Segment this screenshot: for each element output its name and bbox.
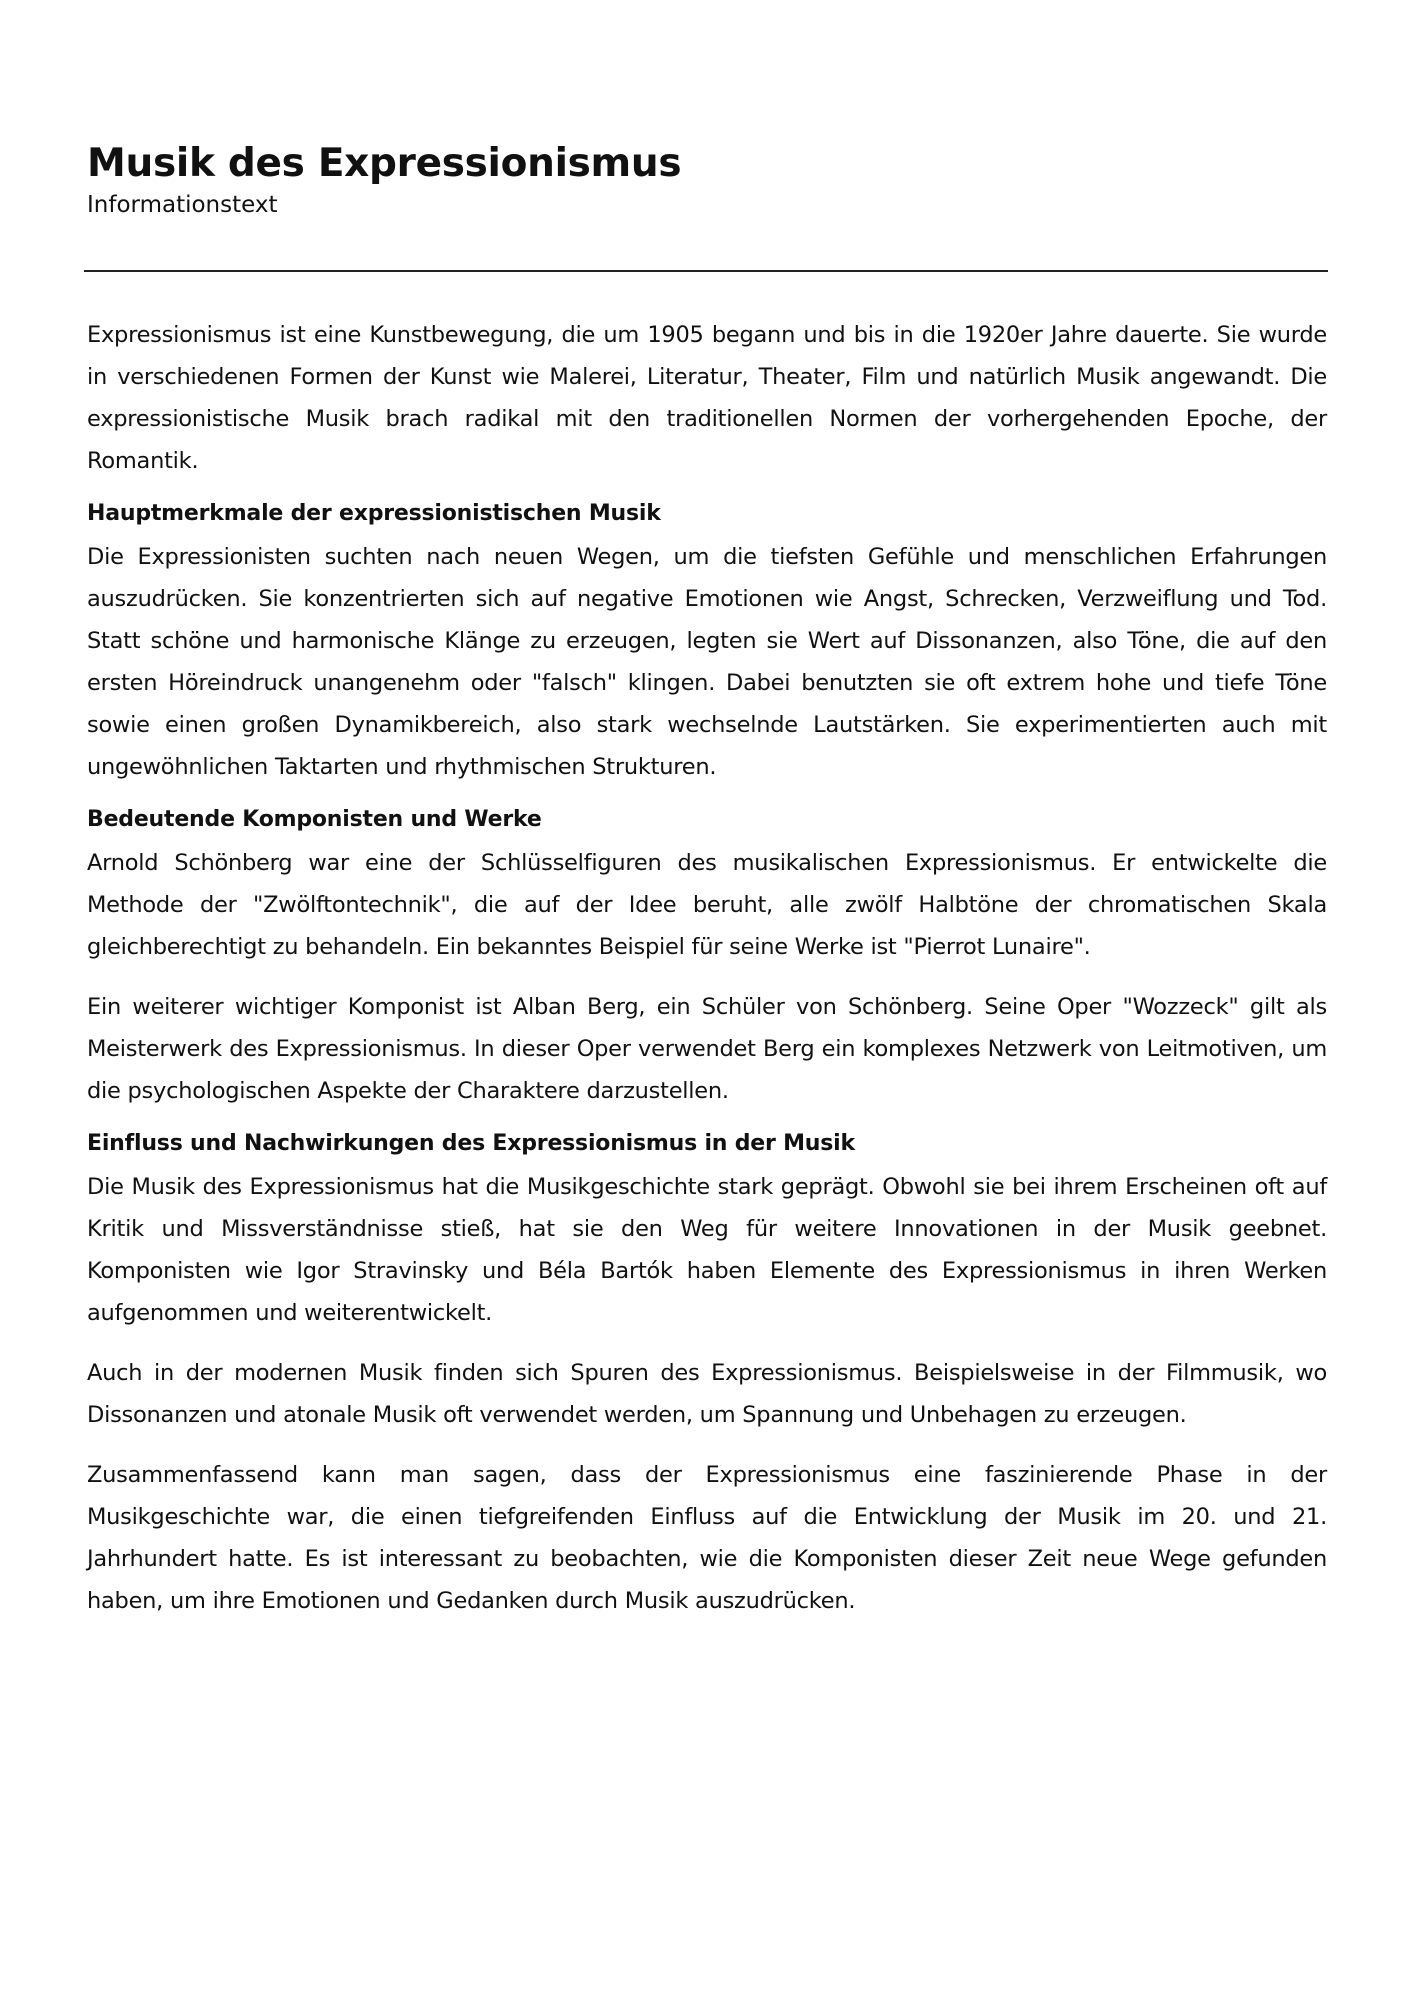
intro-paragraph: Expressionismus ist eine Kunstbewegung, die um 1905 begann und bis in die 1920er Jahre dauerte. Sie wurde in verschiedenen Formen der Kunst wie Malerei, Literatur, Theater, Film und natürlich Musik angewandt. Die expressionistische Musik brach radikal mit den traditionellen Normen der vorhergehenden Epoche, der Romantik.	[87, 322, 1327, 474]
section-paragraph: Ein weiterer wichtiger Komponist ist Alban Berg, ein Schüler von Schönberg. Seine Oper "Wozzeck" gilt als Meisterwerk des Expressionismus. In dieser Oper verwendet Berg ein komplexes Netzwerk von Leitmotiven, um die psychologischen Aspekte der Charaktere darzustellen.	[87, 994, 1327, 1104]
section-paragraph: Arnold Schönberg war eine der Schlüsselfiguren des musikalischen Expressionismus. Er entwickelte die Methode der "Zwölftontechnik", die auf der Idee beruht, alle zwölf Halbtöne der chromatischen Skala gleichberechtigt zu behandeln. Ein bekanntes Beispiel für seine Werke ist "Pierrot Lunaire".	[87, 850, 1327, 960]
section-paragraph: Zusammenfassend kann man sagen, dass der Expressionismus eine faszinierende Phase in der Musikgeschichte war, die einen tiefgreifenden Einfluss auf die Entwicklung der Musik im 20. und 21. Jahrhundert hatte. Es ist interessant zu beobachten, wie die Komponisten dieser Zeit neue Wege gefunden haben, um ihre Emotionen und Gedanken durch Musik auszudrücken.	[87, 1462, 1327, 1614]
section-paragraph: Auch in der modernen Musik finden sich Spuren des Expressionismus. Beispielsweise in der Filmmusik, wo Dissonanzen und atonale Musik oft verwendet werden, um Spannung und Unbehagen zu erzeugen.	[87, 1360, 1327, 1428]
section-paragraph: Die Musik des Expressionismus hat die Musikgeschichte stark geprägt. Obwohl sie bei ihrem Erscheinen oft auf Kritik und Missverständnisse stieß, hat sie den Weg für weitere Innovationen in der Musik geebnet. Komponisten wie Igor Stravinsky und Béla Bartók haben Elemente des Expressionismus in ihren Werken aufgenommen und weiterentwickelt.	[87, 1174, 1327, 1326]
document-title: Musik des Expressionismus	[87, 141, 682, 186]
section-paragraph: Die Expressionisten suchten nach neuen Wegen, um die tiefsten Gefühle und menschlichen Erfahrungen auszudrücken. Sie konzentrierten sich auf negative Emotionen wie Angst, Schrecken, Verzweiflung und Tod. Statt schöne und harmonische Klänge zu erzeugen, legten sie Wert auf Dissonanzen, also Töne, die auf den ersten Höreindruck unangenehm oder "falsch" klingen. Dabei benutzten sie oft extrem hohe und tiefe Töne sowie einen großen Dynamikbereich, also stark wechselnde Lautstärken. Sie experimentierten auch mit ungewöhnlichen Taktarten und rhythmischen Strukturen.	[87, 544, 1327, 780]
title-divider	[84, 270, 1328, 272]
document-body	[87, 314, 1327, 1622]
section-heading-hauptmerkmale: Hauptmerkmale der expressionistischen Musik	[87, 501, 661, 526]
section-heading-komponisten: Bedeutende Komponisten und Werke	[87, 807, 542, 832]
section-heading-einfluss: Einfluss und Nachwirkungen des Expressionismus in der Musik	[87, 1131, 855, 1156]
document-subtitle: Informationstext	[87, 192, 278, 218]
